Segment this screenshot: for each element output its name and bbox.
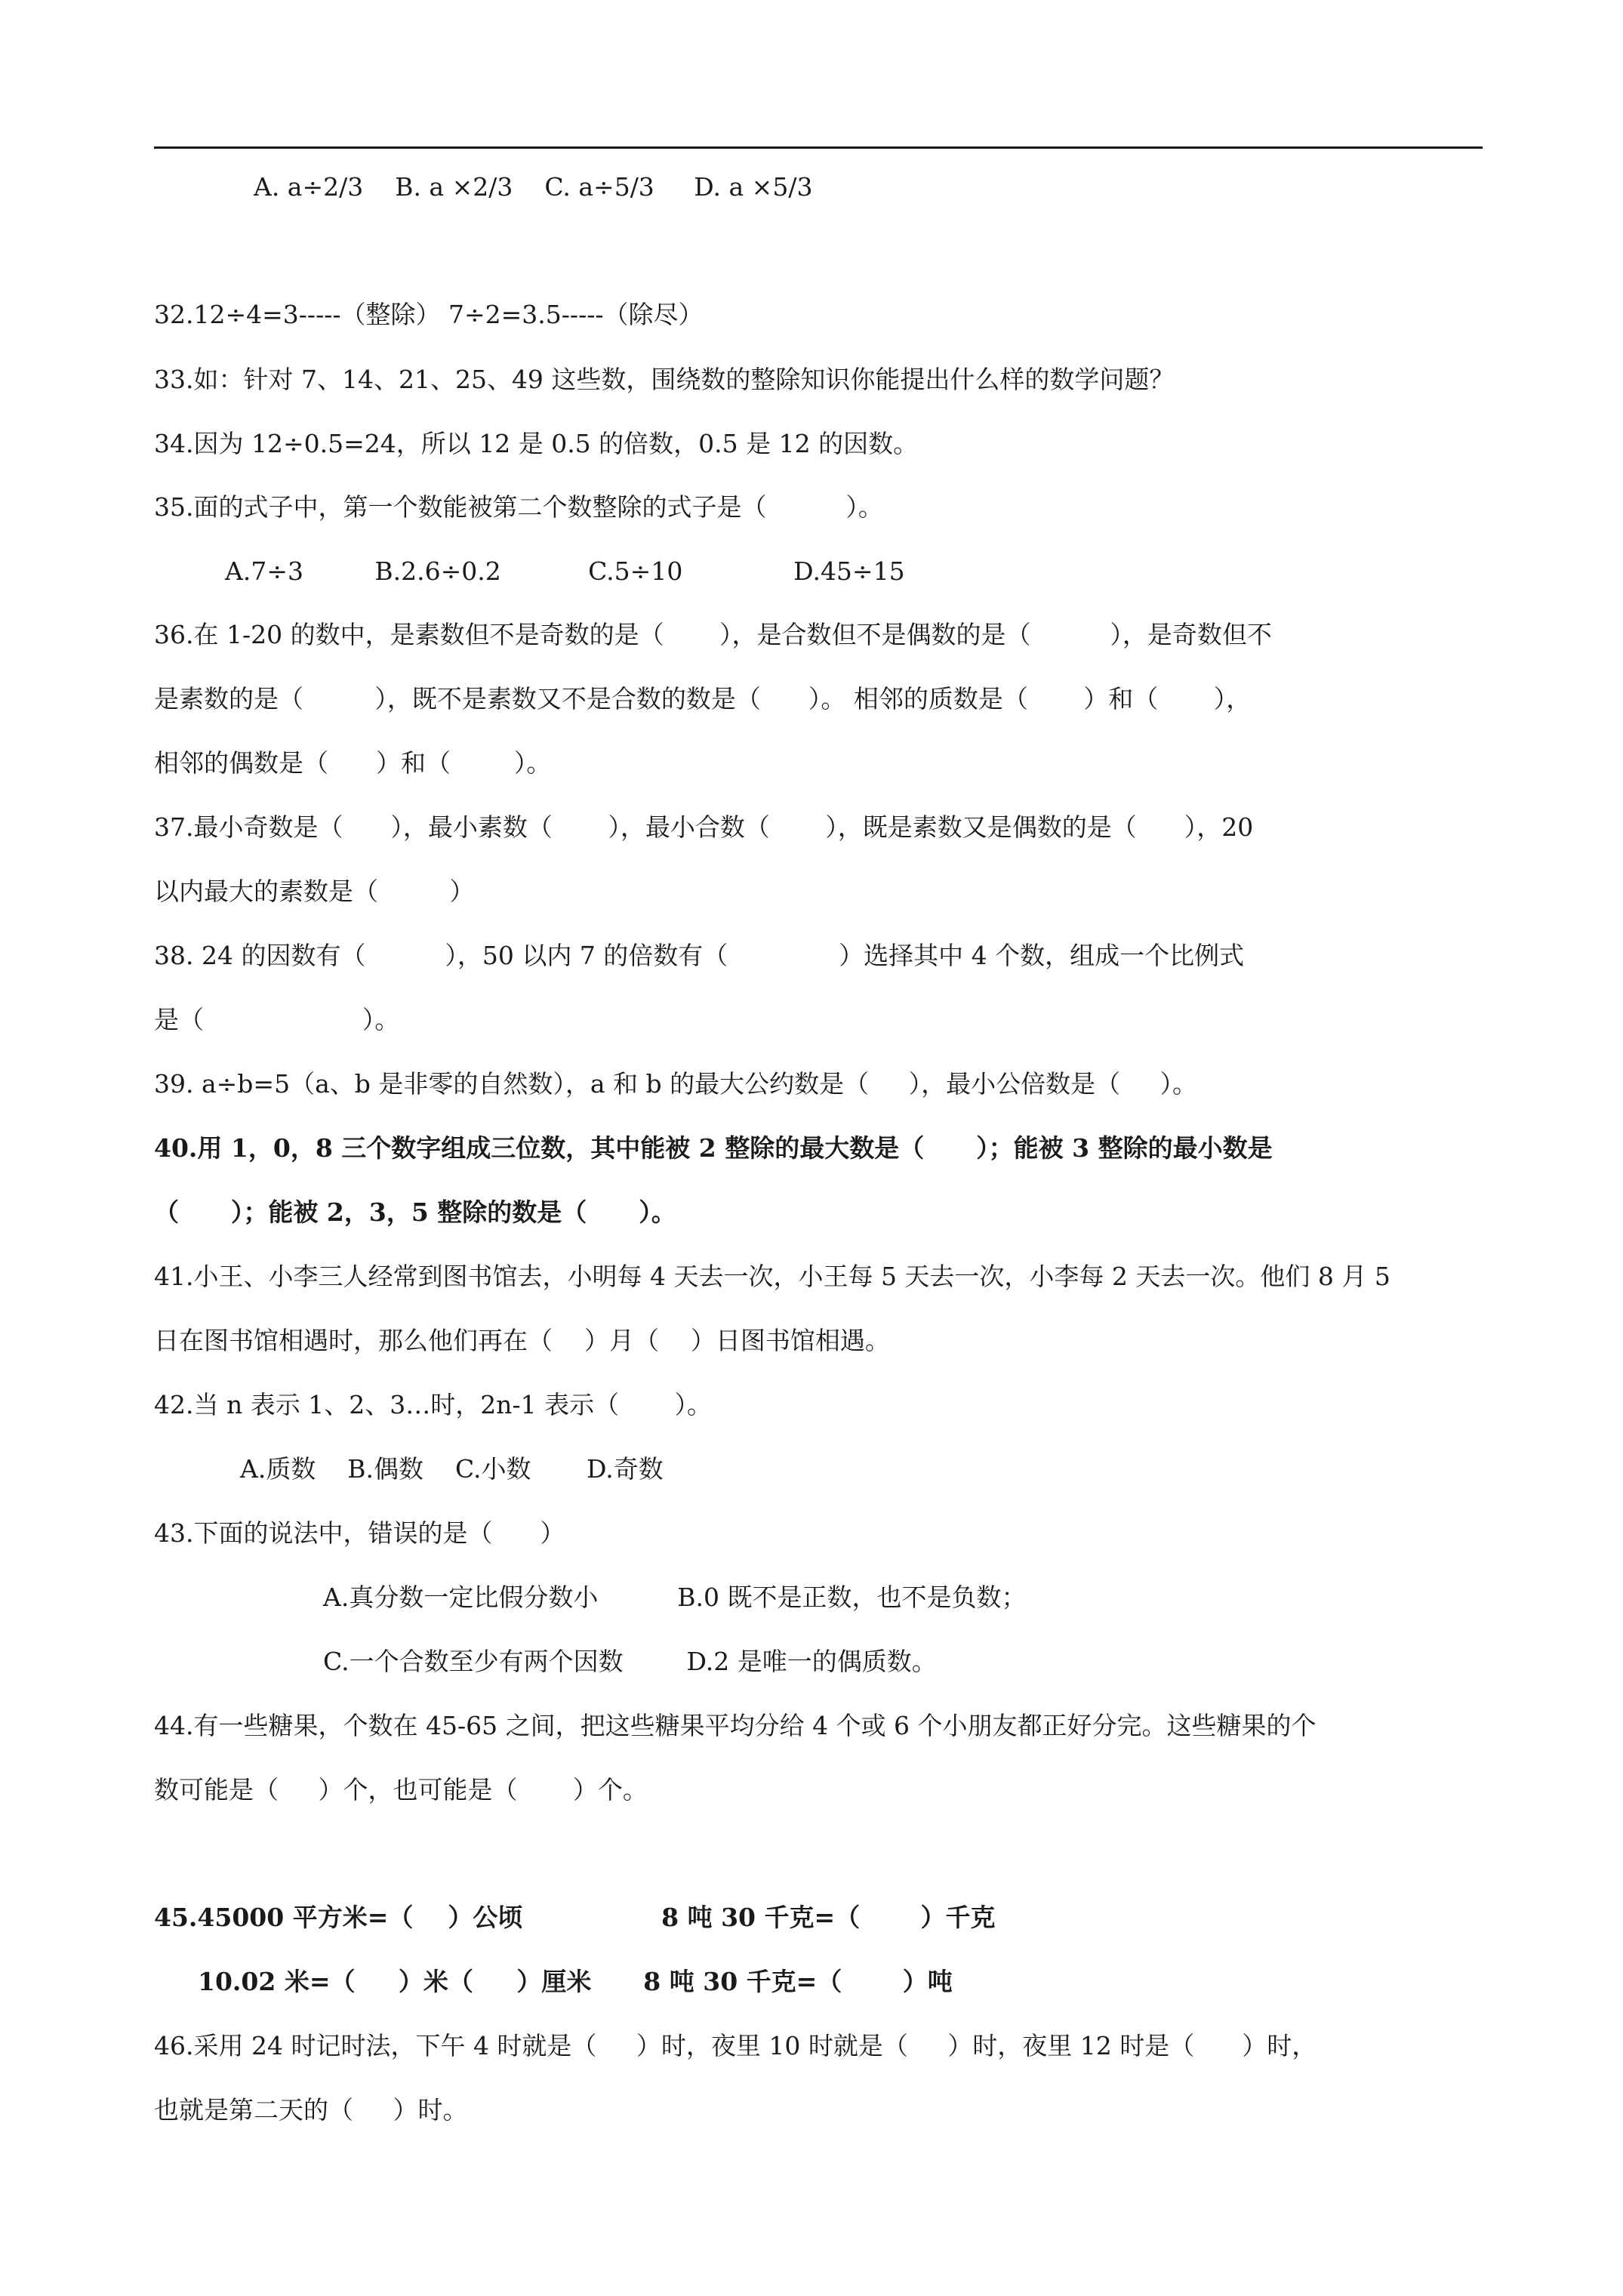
q43-options-1: A.真分数一定比假分数小 B.0 既不是正数，也不是负数； xyxy=(323,1583,1027,1612)
q35-text: 35.面的式子中，第一个数能被第二个数整除的式子是（ ）。 xyxy=(154,492,883,522)
q38-line-1: 38. 24 的因数有（ ），50 以内 7 的倍数有（ ）选择其中 4 个数，组成一个比例式 xyxy=(154,941,1245,970)
q32-text: 32.12÷4=3-----（整除） 7÷2=3.5-----（除尽） xyxy=(154,300,704,329)
q41-line-2: 日在图书馆相遇时，那么他们再在（ ）月（ ）日图书馆相遇。 xyxy=(154,1326,890,1355)
q45-line-1: 45.45000 平方米=（ ）公顷 8 吨 30 千克=（ ）千克 xyxy=(154,1903,996,1932)
q42-text: 42.当 n 表示 1、2、3…时，2n-1 表示（ ）。 xyxy=(154,1390,713,1419)
q36-line-2: 是素数的是（ ），既不是素数又不是合数的数是（ ）。 相邻的质数是（ ）和（ ）， xyxy=(154,684,1252,713)
q39-text: 39. a÷b=5（a、b 是非零的自然数），a 和 b 的最大公约数是（ ），最小公倍数是（ ）。 xyxy=(154,1069,1198,1099)
q40-line-1: 40.用 1，0，8 三个数字组成三位数，其中能被 2 整除的最大数是（ ）；能被 3 整除的最小数是 xyxy=(154,1133,1273,1163)
q34-text: 34.因为 12÷0.5=24，所以 12 是 0.5 的倍数，0.5 是 12 的因数。 xyxy=(154,429,919,458)
q36-line-1: 36.在 1-20 的数中，是素数但不是奇数的是（ ），是合数但不是偶数的是（ ），是奇数但不 xyxy=(154,620,1272,649)
q44-line-2: 数可能是（ ）个，也可能是（ ）个。 xyxy=(154,1775,648,1804)
header-rule xyxy=(154,146,1483,149)
q31-options: A. a÷2/3 B. a ×2/3 C. a÷5/3 D. a ×5/3 xyxy=(254,172,813,202)
q33-text: 33.如：针对 7、14、21、25、49 这些数，围绕数的整除知识你能提出什么样的数学问题？ xyxy=(154,365,1175,394)
q43-text: 43.下面的说法中，错误的是（ ） xyxy=(154,1518,565,1548)
q38-line-2: 是（ ）。 xyxy=(154,1005,400,1034)
q44-line-1: 44.有一些糖果，个数在 45-65 之间，把这些糖果平均分给 4 个或 6 个小朋友都正好分完。这些糖果的个 xyxy=(154,1711,1317,1740)
q37-line-1: 37.最小奇数是（ ），最小素数（ ），最小合数（ ），既是素数又是偶数的是（ ），20 xyxy=(154,812,1254,842)
q35-options: A.7÷3 B.2.6÷0.2 C.5÷10 D.45÷15 xyxy=(225,556,905,586)
q41-line-1: 41.小王、小李三人经常到图书馆去，小明每 4 天去一次，小王每 5 天去一次，小李每 2 天去一次。他们 8 月 5 xyxy=(154,1262,1390,1291)
q45-line-2: 10.02 米=（ ）米（ ）厘米 8 吨 30 千克=（ ）吨 xyxy=(198,1967,953,1996)
q46-line-1: 46.采用 24 时记时法，下午 4 时就是（ ）时，夜里 10 时就是（ ）时，夜里 12 时是（ ）时， xyxy=(154,2031,1317,2060)
q42-options: A.质数 B.偶数 C.小数 D.奇数 xyxy=(240,1454,664,1484)
q46-line-2: 也就是第二天的（ ）时。 xyxy=(154,2095,468,2125)
q36-line-3: 相邻的偶数是（ ）和（ ）。 xyxy=(154,748,552,778)
q40-line-2: （ ）；能被 2，3，5 整除的数是（ ）。 xyxy=(154,1197,676,1227)
q43-options-2: C.一个合数至少有两个因数 D.2 是唯一的偶质数。 xyxy=(323,1647,937,1676)
q37-line-2: 以内最大的素数是（ ） xyxy=(154,877,475,906)
